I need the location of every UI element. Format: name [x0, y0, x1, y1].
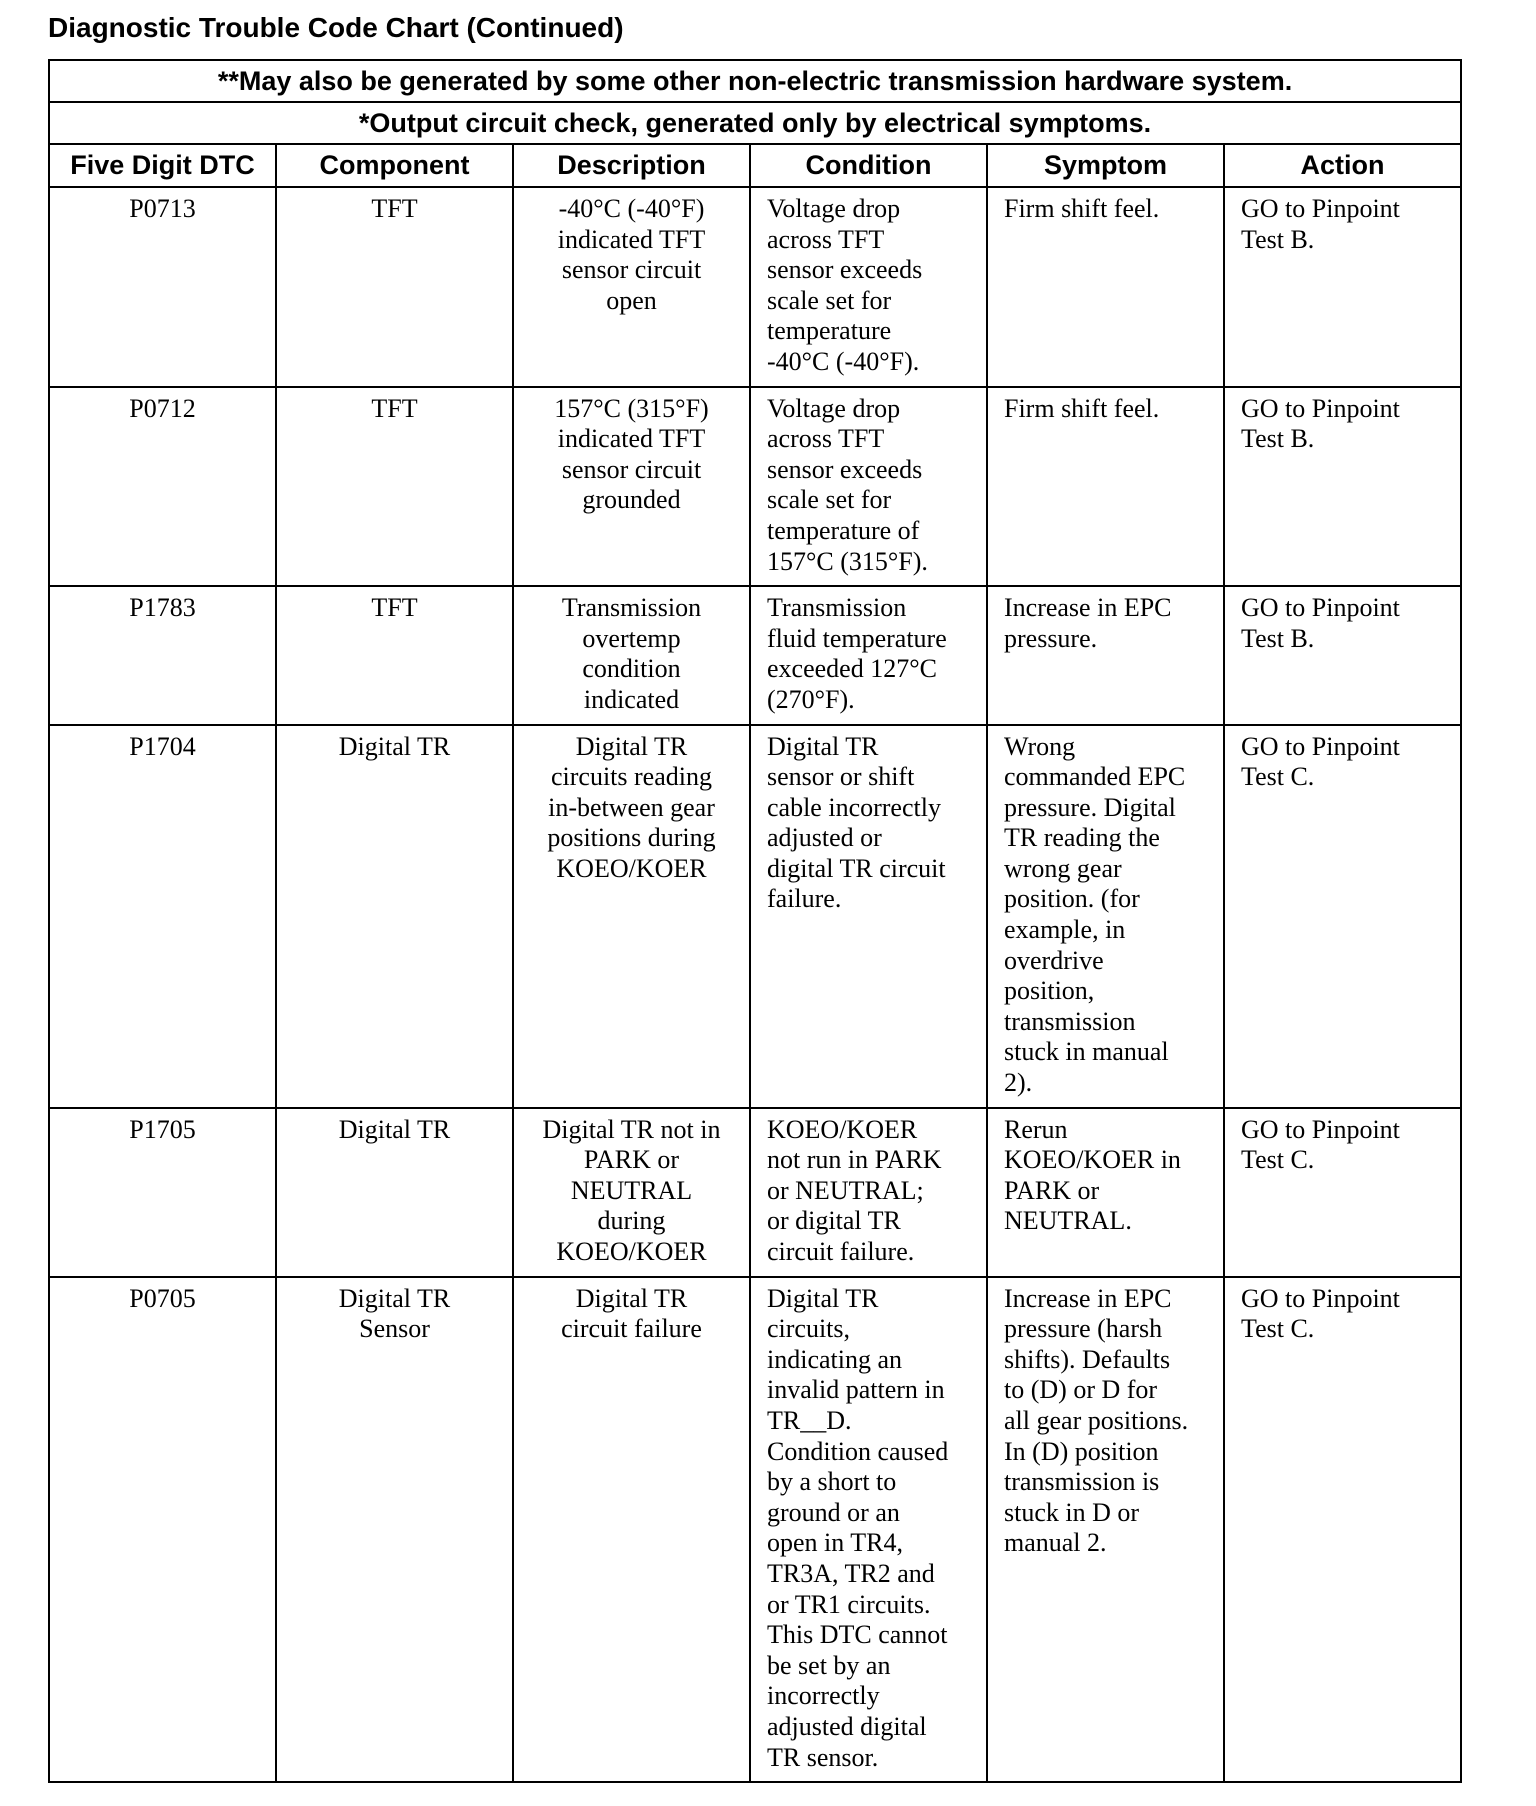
dtc-code: P1705	[129, 1114, 196, 1144]
dtc-code-cell	[49, 1277, 276, 1783]
component-cell	[276, 725, 513, 1108]
description-text: Digital TR not in PARK or NEUTRAL during KOEO/KOER	[542, 1114, 721, 1266]
description-cell	[513, 1108, 750, 1277]
action-cell	[1224, 586, 1461, 724]
dtc-table	[48, 59, 1462, 1783]
component-text: TFT	[371, 194, 418, 223]
component-text: TFT	[371, 393, 418, 423]
description-text: Digital TR circuits reading in-between gear positions during KOEO/KOER	[547, 731, 716, 883]
condition-text: Voltage drop across TFT sensor exceeds scale set for temperature -40°C (-40°F).	[767, 194, 923, 376]
component-cell	[276, 586, 513, 724]
table-row	[49, 1277, 1461, 1783]
action-cell	[1224, 1277, 1461, 1783]
description-text: -40°C (-40°F) indicated TFT sensor circuit open	[557, 194, 706, 315]
symptom-text: Firm shift feel.	[1004, 393, 1160, 423]
table-note-row	[49, 102, 1461, 144]
description-cell	[513, 586, 750, 724]
component-text: TFT	[371, 593, 418, 623]
dtc-code: P0705	[129, 1283, 196, 1313]
description-cell	[513, 725, 750, 1108]
action-text: GO to Pinpoint Test B.	[1241, 194, 1400, 254]
table-row	[49, 586, 1461, 724]
description-cell	[513, 187, 750, 387]
table-note-row	[49, 60, 1461, 102]
symptom-cell	[987, 1108, 1224, 1277]
condition-cell	[750, 187, 987, 387]
dtc-code-cell	[49, 725, 276, 1108]
page-title: Diagnostic Trouble Code Chart (Continued)	[48, 12, 624, 43]
dtc-code: P1783	[129, 593, 196, 623]
column-header-five-digit-dtc: Five Digit DTC	[49, 144, 276, 187]
table-note: **May also be generated by some other non-electric transmission hardware system.	[49, 60, 1461, 102]
description-text: Transmission overtemp condition indicated	[561, 593, 702, 714]
symptom-cell	[987, 387, 1224, 587]
component-cell	[276, 1108, 513, 1277]
action-text: GO to Pinpoint Test C.	[1241, 731, 1400, 792]
action-cell	[1224, 725, 1461, 1108]
table-row	[49, 1108, 1461, 1277]
symptom-text: Increase in EPC pressure.	[1004, 593, 1172, 653]
component-text: Digital TR Sensor	[338, 1283, 451, 1344]
symptom-cell	[987, 586, 1224, 724]
component-cell	[276, 387, 513, 587]
dtc-code-cell	[49, 1108, 276, 1277]
table-row	[49, 387, 1461, 587]
condition-text: Digital TR sensor or shift cable incorrectly adjusted or digital TR circuit failure.	[767, 731, 946, 914]
table-row	[49, 725, 1461, 1108]
condition-cell	[750, 1108, 987, 1277]
table-note: *Output circuit check, generated only by electrical symptoms.	[49, 102, 1461, 144]
condition-cell	[750, 725, 987, 1108]
symptom-text: Rerun KOEO/KOER in PARK or NEUTRAL.	[1004, 1114, 1181, 1236]
description-cell	[513, 387, 750, 587]
column-header-action: Action	[1224, 144, 1461, 187]
column-header-component: Component	[276, 144, 513, 187]
description-text: Digital TR circuit failure	[561, 1283, 702, 1344]
action-text: GO to Pinpoint Test C.	[1241, 1283, 1400, 1344]
dtc-code: P0713	[129, 194, 196, 223]
condition-text: Voltage drop across TFT sensor exceeds scale set for temperature of 157°C (315°F).	[767, 393, 928, 576]
action-cell	[1224, 187, 1461, 387]
component-cell	[276, 1277, 513, 1783]
description-text: 157°C (315°F) indicated TFT sensor circuit grounded	[554, 393, 709, 515]
action-text: GO to Pinpoint Test B.	[1241, 393, 1400, 454]
dtc-code: P0712	[129, 393, 196, 423]
action-text: GO to Pinpoint Test C.	[1241, 1114, 1400, 1175]
component-cell	[276, 187, 513, 387]
component-text: Digital TR	[338, 1114, 451, 1144]
condition-cell	[750, 387, 987, 587]
description-cell	[513, 1277, 750, 1783]
condition-cell	[750, 586, 987, 724]
condition-text: KOEO/KOER not run in PARK or NEUTRAL; or digital TR circuit failure.	[767, 1114, 942, 1266]
symptom-text: Increase in EPC pressure (harsh shifts). Defaults to (D) or D for all gear positions. In (D) position transmission is stuck in D or manual 2.	[1004, 1283, 1189, 1558]
dtc-code-cell	[49, 586, 276, 724]
column-header-symptom: Symptom	[987, 144, 1224, 187]
dtc-code-cell	[49, 387, 276, 587]
condition-text: Transmission fluid temperature exceeded 127°C (270°F).	[767, 593, 947, 714]
symptom-cell	[987, 725, 1224, 1108]
symptom-cell	[987, 187, 1224, 387]
action-cell	[1224, 387, 1461, 587]
condition-cell	[750, 1277, 987, 1783]
dtc-code-cell	[49, 187, 276, 387]
condition-text: Digital TR circuits, indicating an invalid pattern in TR__D. Condition caused by a short to ground or an open in TR4, TR3A, TR2 and or TR1 circuits. This DTC cannot be set by an incorrectly adjusted digital TR sensor.	[767, 1283, 949, 1772]
action-cell	[1224, 1108, 1461, 1277]
action-text: GO to Pinpoint Test B.	[1241, 593, 1400, 653]
symptom-text: Wrong commanded EPC pressure. Digital TR reading the wrong gear position. (for example, in overdrive position, transmission stuck in manual 2).	[1004, 731, 1186, 1098]
dtc-code: P1704	[129, 731, 196, 761]
symptom-cell	[987, 1277, 1224, 1783]
symptom-text: Firm shift feel.	[1004, 194, 1160, 223]
component-text: Digital TR	[338, 731, 451, 761]
column-header-description: Description	[513, 144, 750, 187]
column-header-condition: Condition	[750, 144, 987, 187]
table-header-row	[49, 144, 1461, 187]
table-row	[49, 187, 1461, 387]
